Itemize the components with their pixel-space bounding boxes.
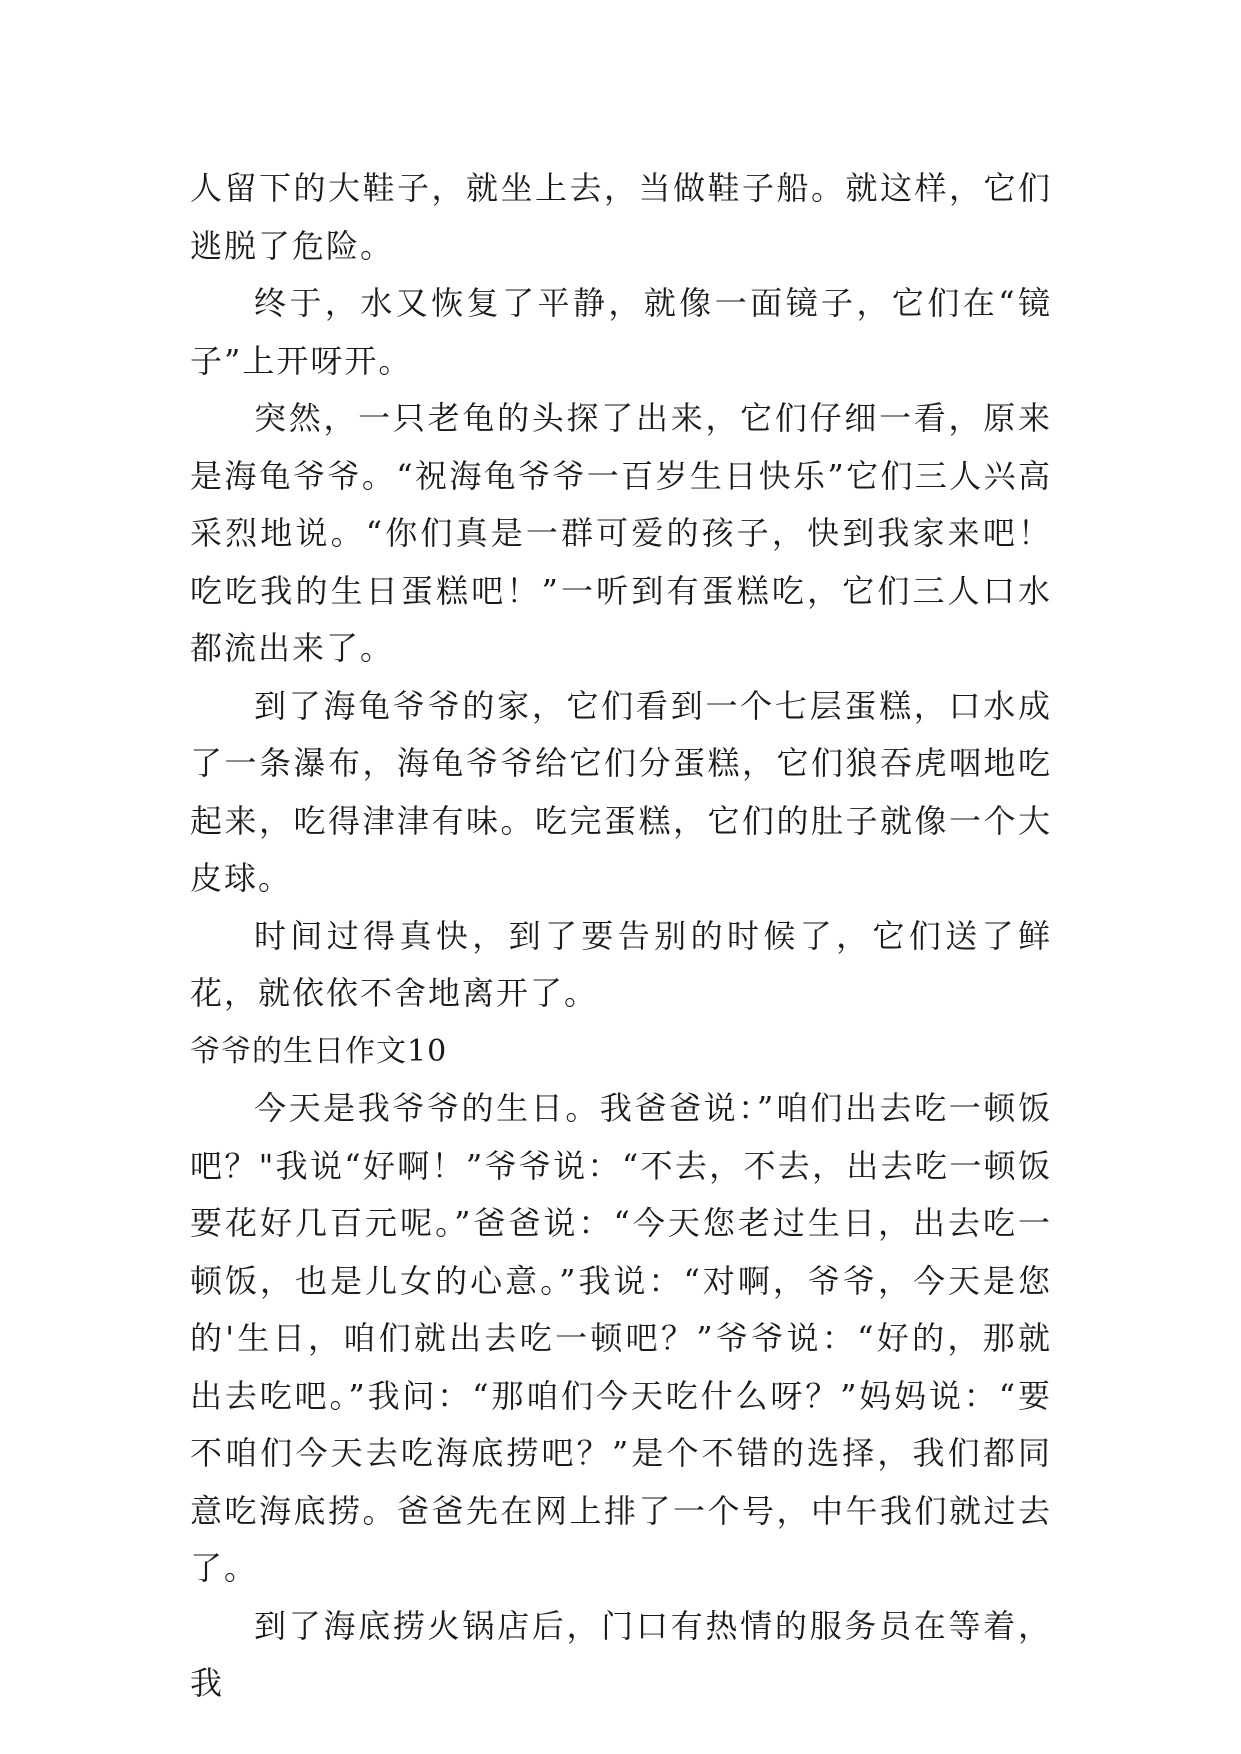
paragraph-7: 到了海底捞火锅店后，门口有热情的服务员在等着，我 xyxy=(190,1606,1052,1702)
paragraph-4: 到了海龟爷爷的家，它们看到一个七层蛋糕，口水成了一条瀑布，海龟爷爷给它们分蛋糕，它们狼吞虎咽地吃起来，吃得津津有味。吃完蛋糕，它们的肚子就像一个大皮球。 xyxy=(190,686,1052,897)
paragraph-1: 人留下的大鞋子，就坐上去，当做鞋子船。就这样，它们逃脱了危险。 xyxy=(190,169,1052,265)
paragraph-2: 终于，水又恢复了平静，就像一面镜子，它们在“镜子”上开呀开。 xyxy=(190,284,1052,380)
document-body xyxy=(190,160,1052,1713)
paragraph-6: 今天是我爷爷的生日。我爸爸说：”咱们出去吃一顿饭吧？"我说“好啊！”爷爷说：“不去，不去，出去吃一顿饭要花好几百元呢。”爸爸说：“今天您老过生日，出去吃一顿饭，也是儿女的心意。”我说：“对啊，爷爷，今天是您的'生日，咱们就出去吃一顿吧？”爷爷说：“好的，那就出去吃吧。”我问：“那咱们今天吃什么呀？”妈妈说：“要不咱们今天去吃海底捞吧？”是个不错的选择，我们都同意吃海底捞。爸爸先在网上排了一个号，中午我们就过去了。 xyxy=(190,1089,1052,1587)
paragraph-3: 突然，一只老龟的头探了出来，它们仔细一看，原来是海龟爷爷。“祝海龟爷爷一百岁生日快乐”它们三人兴高采烈地说。“你们真是一群可爱的孩子，快到我家来吧！吃吃我的生日蛋糕吧！”一听到有蛋糕吃，它们三人口水都流出来了。 xyxy=(190,399,1052,667)
paragraph-5: 时间过得真快，到了要告别的时候了，它们送了鲜花，就依依不舍地离开了。 xyxy=(190,916,1052,1012)
section-heading: 爷爷的生日作文10 xyxy=(190,1033,448,1069)
